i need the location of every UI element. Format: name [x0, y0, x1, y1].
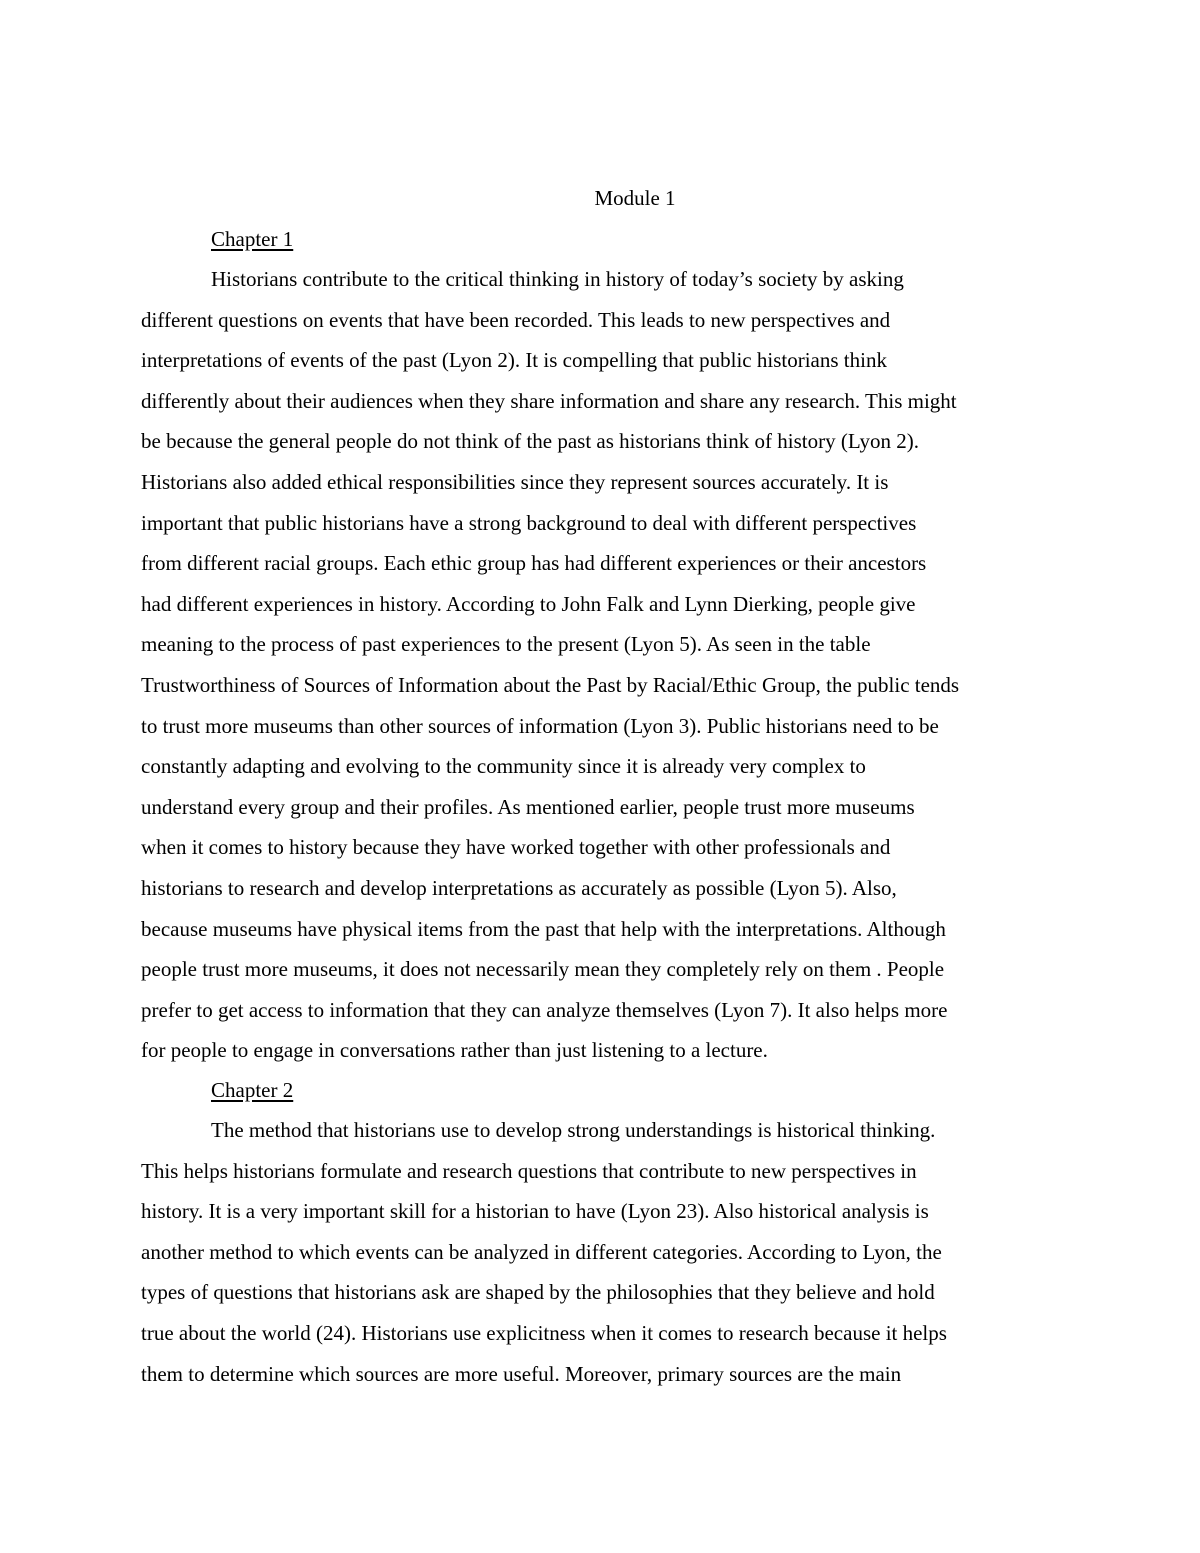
text-line: for people to engage in conversations rather than just listening to a lecture. [141, 1038, 768, 1063]
text-line: another method to which events can be analyzed in different categories. According to Lyon, the [141, 1239, 942, 1264]
text-line: Trustworthiness of Sources of Information about the Past by Racial/Ethic Group, the public tends [141, 672, 960, 697]
text-line: because museums have physical items from the past that help with the interpretations. Although [141, 916, 946, 941]
text-line: to trust more museums than other sources of information (Lyon 3). Public historians need to be [141, 713, 939, 738]
section-body-chapter-2 [141, 1110, 1071, 1394]
text-line: history. It is a very important skill for a historian to have (Lyon 23). Also historical analysis is [141, 1199, 929, 1224]
text-line: prefer to get access to information that they can analyze themselves (Lyon 7). It also helps more [141, 997, 948, 1022]
text-line: important that public historians have a strong background to deal with different perspectives [141, 510, 917, 535]
text-line: types of questions that historians ask are shaped by the philosophies that they believe and hold [141, 1280, 935, 1305]
text-line: had different experiences in history. According to John Falk and Lynn Dierking, people give [141, 591, 916, 616]
text-line: differently about their audiences when they share information and share any research. This might [141, 388, 957, 413]
text-line: from different racial groups. Each ethic group has had different experiences or their ancestors [141, 551, 927, 576]
text-line: The method that historians use to develop strong understandings is historical thinking. [211, 1118, 936, 1142]
text-line: Historians also added ethical responsibilities since they represent sources accurately. It is [141, 469, 889, 494]
section-heading-chapter-1: Chapter 1 [211, 227, 294, 251]
text-line: true about the world (24). Historians use explicitness when it comes to research because it helps [141, 1320, 947, 1345]
text-line: Historians contribute to the critical thinking in history of today’s society by asking [211, 267, 904, 291]
section-body-chapter-1 [141, 259, 1071, 1071]
text-line: when it comes to history because they have worked together with other professionals and [141, 835, 891, 860]
text-line: historians to research and develop interpretations as accurately as possible (Lyon 5). Also, [141, 875, 897, 900]
text-line: them to determine which sources are more useful. Moreover, primary sources are the main [141, 1361, 902, 1386]
text-line: understand every group and their profiles. As mentioned earlier, people trust more museums [141, 794, 915, 819]
text-line: interpretations of events of the past (Lyon 2). It is compelling that public historians think [141, 348, 887, 373]
text-line: This helps historians formulate and research questions that contribute to new perspectives in [141, 1158, 917, 1183]
text-line: meaning to the process of past experiences to the present (Lyon 5). As seen in the table [141, 632, 871, 657]
text-line: different questions on events that have been recorded. This leads to new perspectives and [141, 307, 891, 332]
text-line: people trust more museums, it does not necessarily mean they completely rely on them . People [141, 957, 945, 982]
document-title: Module 1 [594, 186, 676, 210]
section-heading-chapter-2: Chapter 2 [211, 1078, 294, 1102]
text-line: constantly adapting and evolving to the community since it is already very complex to [141, 754, 866, 779]
text-line: be because the general people do not think of the past as historians think of history (Lyon 2). [141, 429, 919, 454]
